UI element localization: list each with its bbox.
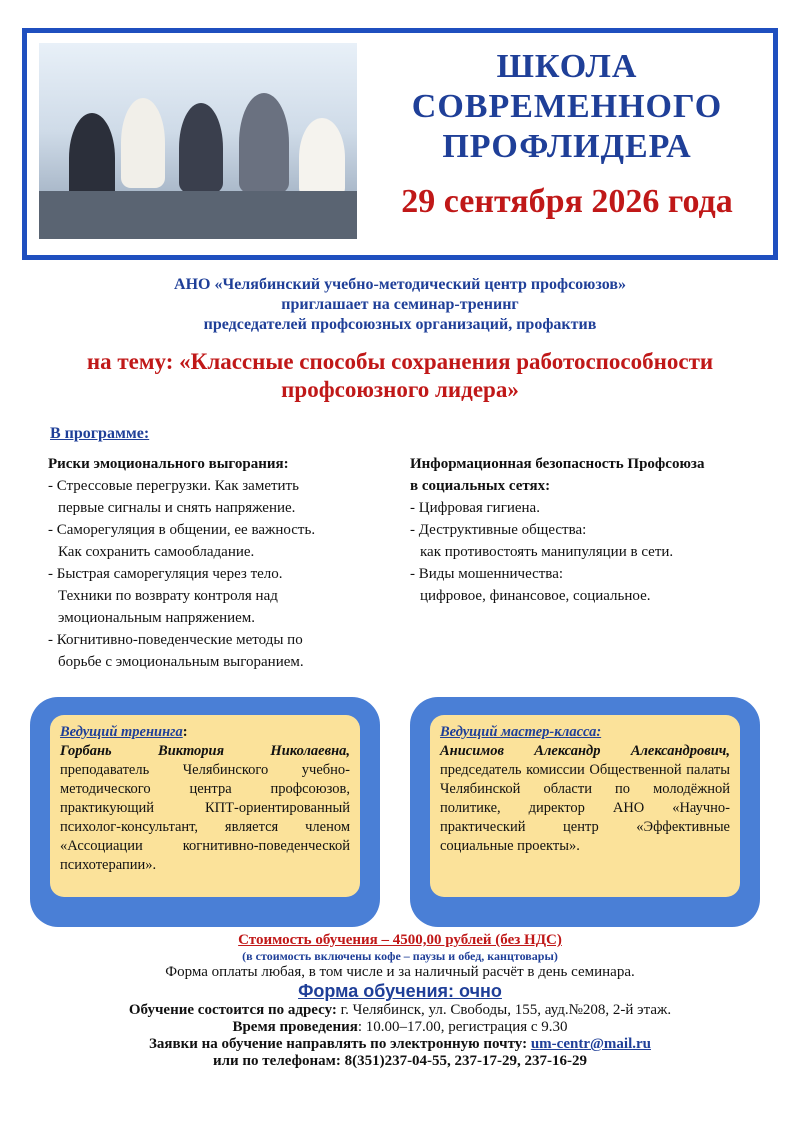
email-link[interactable]: um-centr@mail.ru bbox=[530, 1036, 652, 1052]
intro-line: приглашает на семинар-тренинг bbox=[281, 296, 519, 313]
master-box bbox=[410, 697, 760, 927]
email-label: Заявки на обучение направлять по электронную почту: bbox=[148, 1036, 528, 1052]
trainer-label: Ведущий тренинга bbox=[60, 724, 183, 740]
program-item: - Саморегуляция в общении, ее важность. bbox=[48, 522, 316, 538]
meeting-table bbox=[39, 191, 357, 239]
address-label: Обучение состоится по адресу: bbox=[128, 1002, 337, 1018]
intro-line: АНО «Челябинский учебно-методический центр профсоюзов» bbox=[174, 276, 626, 293]
phone-numbers: : 8(351)237-04-55, 237-17-29, 237-16-29 bbox=[335, 1053, 588, 1069]
header-frame bbox=[22, 28, 778, 260]
intro-block bbox=[30, 275, 770, 335]
title-line: ПРОФЛИДЕРА bbox=[442, 128, 692, 165]
program-item: - Стрессовые перегрузки. Как заметить bbox=[48, 478, 299, 494]
seminar-theme bbox=[20, 348, 780, 404]
master-name: Анисимов Александр Александрович, bbox=[440, 743, 730, 759]
address-line bbox=[20, 1002, 780, 1019]
person-figure bbox=[299, 118, 345, 198]
theme-line: профсоюзного лидера» bbox=[281, 377, 519, 402]
program-item: первые сигналы и снять напряжение. bbox=[58, 500, 296, 516]
program-left-column bbox=[48, 453, 393, 673]
phone-line bbox=[20, 1053, 780, 1070]
phone-label: или по телефонам bbox=[212, 1053, 336, 1069]
program-heading: В программе: bbox=[50, 425, 150, 442]
footer-info bbox=[20, 932, 780, 1070]
person-figure bbox=[69, 113, 115, 203]
cost-line: Стоимость обучения – 4500,00 рублей (без НДС) bbox=[238, 932, 562, 948]
program-item: - Виды мошенничества: bbox=[410, 566, 564, 582]
program-item: - Деструктивные общества: bbox=[410, 522, 587, 538]
program-item: Техники по возврату контроля над bbox=[58, 588, 278, 604]
trainer-colon: : bbox=[182, 724, 188, 740]
trainer-box bbox=[30, 697, 380, 927]
address-value: г. Челябинск, ул. Свободы, 155, ауд.№208, 2-й этаж. bbox=[340, 1002, 672, 1018]
master-card bbox=[430, 715, 740, 897]
form-of-study: Форма обучения: очно bbox=[298, 981, 502, 1001]
person-figure bbox=[179, 103, 223, 193]
program-left-title: Риски эмоционального выгорания: bbox=[48, 456, 289, 472]
trainer-name: Горбань Виктория Николаевна, bbox=[60, 743, 350, 759]
intro-line: председателей профсоюзных организаций, профактив bbox=[203, 316, 597, 333]
program-right-title: в социальных сетях: bbox=[410, 478, 551, 494]
cost-note: (в стоимость включены кофе – паузы и обед, канцтовары) bbox=[242, 949, 558, 963]
event-date: 29 сентября 2026 года bbox=[401, 183, 733, 220]
person-figure bbox=[121, 98, 165, 188]
program-item: Как сохранить самообладание. bbox=[58, 544, 255, 560]
title-line: ШКОЛА bbox=[496, 48, 638, 85]
title-line: СОВРЕМЕННОГО bbox=[411, 88, 723, 125]
trainer-card bbox=[50, 715, 360, 897]
theme-line: на тему: «Классные способы сохранения работоспособности bbox=[86, 349, 714, 374]
program-right-column bbox=[410, 453, 780, 607]
time-label: Время проведения bbox=[232, 1019, 358, 1035]
page-title bbox=[372, 47, 762, 167]
program-right-title: Информационная безопасность Профсоюза bbox=[410, 456, 705, 472]
payment-line: Форма оплаты любая, в том числе и за наличный расчёт в день семинара. bbox=[165, 964, 635, 980]
email-line bbox=[20, 1036, 780, 1053]
program-item: цифровое, финансовое, социальное. bbox=[420, 588, 651, 604]
program-item: - Цифровая гигиена. bbox=[410, 500, 540, 516]
master-label: Ведущий мастер-класса: bbox=[440, 724, 602, 740]
program-item: как противостоять манипуляции в сети. bbox=[420, 544, 674, 560]
time-value: : 10.00–17.00, регистрация с 9.30 bbox=[357, 1019, 568, 1035]
program-item: борьбе с эмоциональным выгоранием. bbox=[58, 654, 304, 670]
program-item: - Когнитивно-поведенческие методы по bbox=[48, 632, 303, 648]
meeting-photo bbox=[39, 43, 357, 239]
trainer-description: преподаватель Челябинского учебно-методического центра профсоюзов, практикующий КПТ-ориентированный психолог-консультант, является членом «Ассоциации когнитивно-поведенческой психотерапии». bbox=[60, 762, 350, 873]
program-item: - Быстрая саморегуляция через тело. bbox=[48, 566, 283, 582]
master-description: председатель комиссии Общественной палаты Челябинской области по молодёжной политике, директор АНО «Научно-практический центр «Эффективные социальные проекты». bbox=[440, 762, 730, 854]
time-line bbox=[20, 1019, 780, 1036]
program-item: эмоциональным напряжением. bbox=[58, 610, 256, 626]
person-figure bbox=[239, 93, 289, 193]
